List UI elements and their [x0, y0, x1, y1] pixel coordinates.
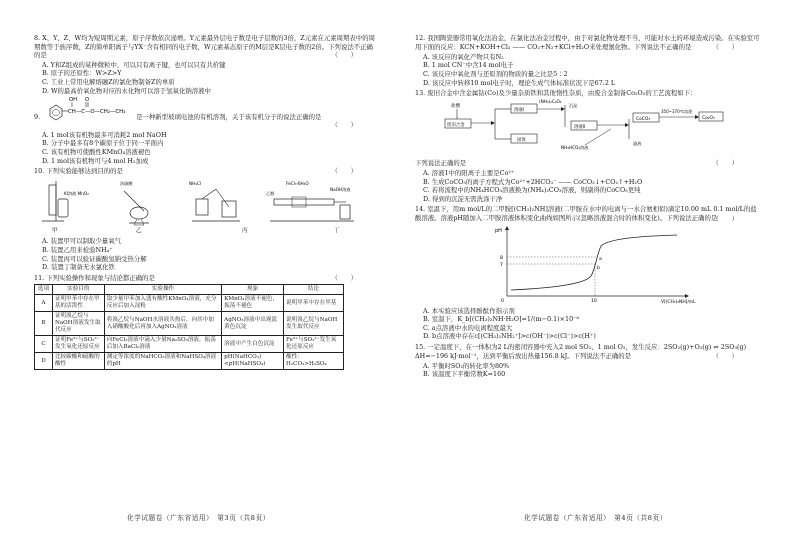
page-4 [397, 0, 794, 543]
apparatus-jia [42, 181, 89, 234]
label-ding: 丁 [334, 227, 340, 234]
apparatus-bing [189, 181, 248, 234]
q14-ph-curve [415, 224, 760, 304]
q13-stem-2: 下列说法正确的是 [415, 159, 467, 168]
q9-chain-label: CH—C—O—CH₂—CH₃ [68, 109, 126, 116]
table-cell: A [35, 295, 53, 312]
q13-option-b: B. 生成CoCO₃的离子方程式为Co²⁺+2HCO₃⁻ —— CoCO₃↓+CO₂↑+H₂O [423, 177, 643, 186]
flow-oxalate: (NH₄)₂C₂O₄ [539, 98, 562, 104]
q8-option-b: B. 原子的还原性：W>Z>Y [42, 69, 122, 78]
q14-option-a: A. 本实验应该选择酚酞作指示剂 [423, 306, 515, 315]
table-cell: 将溴乙烷与NaOH水溶液共热后，向其中加入硝酸酸化后再加入AgNO₃溶液 [104, 312, 221, 336]
graph-ytick-7: 7 [500, 263, 503, 269]
q10-apparatus-figure [34, 177, 374, 235]
graph-xtick: 10 [591, 299, 597, 305]
table-cell: D [35, 353, 53, 370]
flow-solid: 固体 [517, 137, 526, 143]
flow-alloy: 废旧合金 [447, 122, 465, 128]
flow-solution-1: 溶液Ⅰ [514, 107, 525, 113]
q8-answer-paren: （ ） [331, 51, 357, 60]
q10-fig-text-2: 浓硫酸 [120, 180, 133, 186]
table-cell: 证明Fe³⁺与SO₃²⁻发生氧化还原反应 [52, 336, 104, 353]
q11-answer-paren: （ ） [331, 273, 357, 282]
table-cell: 测定等浓度的NaHCO₃溶液和NaHSO₄溶液的pH [104, 353, 221, 370]
table-cell: 酸性：H₂CO₃>H₂SO₄ [284, 353, 344, 370]
q8-option-a: A. Y和Z组成的某种微粒中，可以只有离子键，也可以只有共价键 [42, 60, 226, 69]
table-cell: KMnO₄溶液不褪色，振荡不褪色 [222, 295, 284, 312]
flow-precipitate: 沉淀 [569, 102, 578, 108]
q15-option-b: B. 该温度下平衡常数K=160 [423, 370, 506, 379]
q14-option-d: D. b点溶液中存在c[(CH₃)₂NH₂⁺]>c(OH⁻)>c(Cl⁻)>c(H⁺) [423, 332, 596, 341]
page-4-footer: 化学试题卷（广东省适用） 第4页（共8页） [524, 514, 667, 523]
right-column [415, 34, 760, 379]
table-cell: 说明溴乙烷与NaOH发生取代反应 [284, 312, 344, 336]
table-cell: AgNO₃溶液中出现淡黄色沉淀 [222, 312, 284, 336]
apparatus-yi [120, 180, 149, 234]
flow-cobalt-oxide: Co₂O₃ [702, 115, 715, 121]
q13-flowchart [415, 99, 760, 157]
table-cell: 向FeCl₃溶液中滴入少量Na₂SO₃溶液，振荡后加入BaCl₂溶液 [104, 336, 221, 353]
q13-answer-paren: （ ） [712, 159, 738, 168]
q8-option-c: C. 工业上常用电解熔融Z的氯化物制备Z的单质 [42, 77, 175, 86]
q10-fig-text-3: NH₄Cl [189, 180, 202, 186]
question-10 [34, 167, 379, 272]
q10-option-c: C. 装置丙可以验证碳酸氢钠受热分解 [42, 254, 147, 263]
q12-option-d: D. 该反应中转移10 mol电子时，理论生成气体标准状况下是67.2 L [423, 78, 616, 87]
table-cell: pH(NaHCO₃)<pH(NaHSO₄) [222, 353, 284, 370]
table-row [35, 295, 344, 312]
q11-table [34, 284, 344, 370]
label-yi: 乙 [136, 227, 142, 234]
table-cell: 取少量甲苯加入盛有酸性KMnO₄溶液，充分反应后加入淀粉 [104, 295, 221, 312]
q13-stem: 13. 废旧合金中含金属钴(Co)及少量杂质铁和其他惰性杂质，由废合金制备Co₂O₃的工艺流程如下： [415, 89, 697, 98]
left-column [34, 34, 379, 372]
table-cell: 说明甲苯中存在甲基 [284, 295, 344, 312]
table-cell: C [35, 336, 53, 353]
question-9: 9. OH O CH—C—O—CH₂—CH₃ 是一种新型玻璃电池的有机溶剂，关于该有机分子的说法正确的是 （ ） A. 1 mol该有机物最多可消耗2 mol NaOH B. 分子中最多有8个碳原子位于同一平面内 C. 该有机物可使酸性KMnO₄溶液褪色 D. 1 mol该有机物可与4 mol H₂加成 [34, 97, 379, 165]
q12-option-c: C. 该反应中氧化剂与还原剂的物质的量之比是5∶2 [423, 69, 568, 78]
q10-option-b: B. 装置乙用来检验NH₄⁺ [42, 245, 113, 254]
label-jia: 甲 [52, 227, 58, 234]
q11-table-header [35, 285, 344, 295]
graph-point-b: b [597, 266, 600, 272]
q9-oh-label: OH [69, 97, 78, 104]
q14-answer-paren: （ ） [712, 214, 738, 223]
q11-header-operation: 实验操作 [104, 285, 221, 295]
q10-fig-text-1: KI溶液 MnO₂ [64, 190, 89, 196]
q15-stem: 15. 一定温度下，在一体积为2 L的密闭容器中充入2 mol SO₂、1 mol O₂，发生反应：2SO₂(g)+O₂(g) ⇌ 2SO₃(g) ΔH=−196 kJ·mol⁻¹，达到平衡后放出热量156.8 kJ。下列说法不正确的是 [415, 343, 753, 360]
flow-solution-2: 溶液Ⅱ [574, 124, 585, 130]
q11-header-purpose: 实验目的 [52, 285, 104, 295]
flow-cobalt-carbonate: CoCO₃ [636, 116, 651, 122]
q11-header-option: 选项 [35, 285, 53, 295]
q12-option-a: A. 该反应的氧化产物只有N₂ [423, 52, 504, 61]
q13-option-c: C. 若将流程中的NH₄HCO₃溶液换为(NH₄)₂CO₃溶液，则副得的CoCO₃更纯 [423, 186, 641, 195]
flow-hydrochloric-acid: 盐酸 [451, 103, 461, 109]
q9-answer-paren: （ ） [331, 121, 357, 130]
graph-point-a: a [599, 257, 602, 263]
table-row [35, 312, 344, 336]
question-14 [415, 205, 760, 341]
q9-o-label: O [85, 97, 90, 104]
q8-stem: 8. X、Y、Z、W均为短周期元素，原子序数依次递增。Y元素最外层电子数是电子层数的3倍，Z元素在元素周期表中的周期数等于族序数，Z的简单阳离子与YX⁻含有相同的电子数，W元素基态原子的M层是K层电子数的2倍。下列说法不正确的是 [34, 34, 375, 60]
q12-stem: 12. 我国陶瓷器常用氧化法冶金，在氯化法冶金过程中，由于对氯化物处理不当，可能对水土的环境造成污染。在实验室可用下面的反应：KCN+KOH+Cl₂ —— CO₂+N₂+KCl+H₂O来处理氰化物。下列说法不正确的是 [415, 34, 760, 51]
flow-roasting: 350~370℃焙烧 [661, 108, 693, 114]
q9-stem: 是一种新型玻璃电池的有机溶剂，关于该有机分子的说法正确的是 [136, 112, 322, 121]
graph-xlabel: V[(CH₃)₂NH]/mL [661, 300, 696, 305]
q15-option-a: A. 平衡时SO₂的转化率为80% [423, 361, 510, 370]
q14-stem: 14. 室温下，用m mol/L的二甲胺[(CH₃)₂NH]溶液(二甲胺在水中的电离与一水合氨相似)滴定10.00 mL 0.1 mol/L的盐酸溶液。溶液pH随加入二甲胺溶液体积变化曲线如图所示(忽略溶液混合时的体积变化)。下列说法正确的是 [415, 205, 757, 222]
q10-option-a: A. 装置甲可以制取少量氧气 [42, 237, 121, 246]
q10-fig-text-5: 乙醇 [266, 190, 275, 196]
q9-option-d: D. 1 mol该有机物可与4 mol H₂加成 [42, 156, 149, 165]
q9-option-a: A. 1 mol该有机物最多可消耗2 mol NaOH [42, 130, 167, 139]
table-row [35, 353, 344, 370]
page-3-footer: 化学试题卷（广东省适用） 第3页（共8页） [127, 514, 270, 523]
q10-fig-text-6: FeCl₃·6H₂O [286, 180, 309, 186]
question-8 [34, 34, 379, 95]
q10-stem: 10. 下列实验能够达到目的的是 [34, 167, 123, 176]
q13-option-a: A. 溶液1中的阳离子主要是Co²⁺ [423, 168, 515, 177]
q9-option-b: B. 分子中最多有8个碳原子位于同一平面内 [42, 139, 164, 148]
label-bing: 丙 [242, 227, 248, 234]
graph-ytick-8: 8 [500, 256, 503, 262]
q10-option-d: D. 装置丁制备无水氯化铁 [42, 263, 115, 272]
q11-stem: 11. 下列实验操作和现象与结论都正确的是 [34, 273, 155, 282]
table-cell: 比较碳酸和硫酸的酸性 [52, 353, 104, 370]
q11-header-conclusion: 结论 [284, 285, 344, 295]
flow-filtrate: 滤液 [633, 140, 642, 146]
table-cell: 证明甲苯中存在甲基的活泼性 [52, 295, 104, 312]
graph-origin: 0 [501, 299, 504, 305]
q12-answer-paren: （ ） [712, 43, 738, 52]
table-cell: B [35, 312, 53, 336]
question-12 [415, 34, 760, 87]
question-15 [415, 343, 760, 379]
table-cell: 溶液中产生白色沉淀 [222, 336, 284, 353]
q9-option-c: C. 该有机物可使酸性KMnO₄溶液褪色 [42, 147, 151, 156]
q14-option-c: C. a点溶液中水的电离程度最大 [423, 323, 513, 332]
q10-fig-text-4: NaOH溶液 [330, 186, 351, 192]
q12-option-b: B. 1 mol CN⁻中含14 mol电子 [423, 61, 514, 70]
question-11 [34, 274, 379, 371]
table-cell: Fe³⁺与SO₃²⁻发生氧化还原反应 [284, 336, 344, 353]
q15-answer-paren: （ ） [712, 352, 738, 361]
table-row [35, 336, 344, 353]
q13-option-d: D. 得到的沉淀无需洗涤干净 [423, 194, 503, 203]
q14-option-b: B. 室温下，K_b[(CH₃)₂NH·H₂O]=1/(m−0.1)×10⁻⁶ [423, 315, 580, 324]
q8-option-d: D. W的最高价氧化物对应的水化物可以溶于氢氧化钠溶液中 [42, 86, 211, 95]
flow-bicarbonate: NH₄HCO₃溶液 [561, 144, 589, 150]
apparatus-ding [266, 181, 354, 234]
table-cell: 证明溴乙烷与NaOH溶液发生取代反应 [52, 312, 104, 336]
graph-ylabel: pH [495, 228, 502, 235]
q11-header-phenomenon: 现象 [222, 285, 284, 295]
question-13 [415, 89, 760, 203]
q10-answer-paren: （ ） [331, 167, 357, 176]
q9-structure-diagram [42, 97, 134, 121]
